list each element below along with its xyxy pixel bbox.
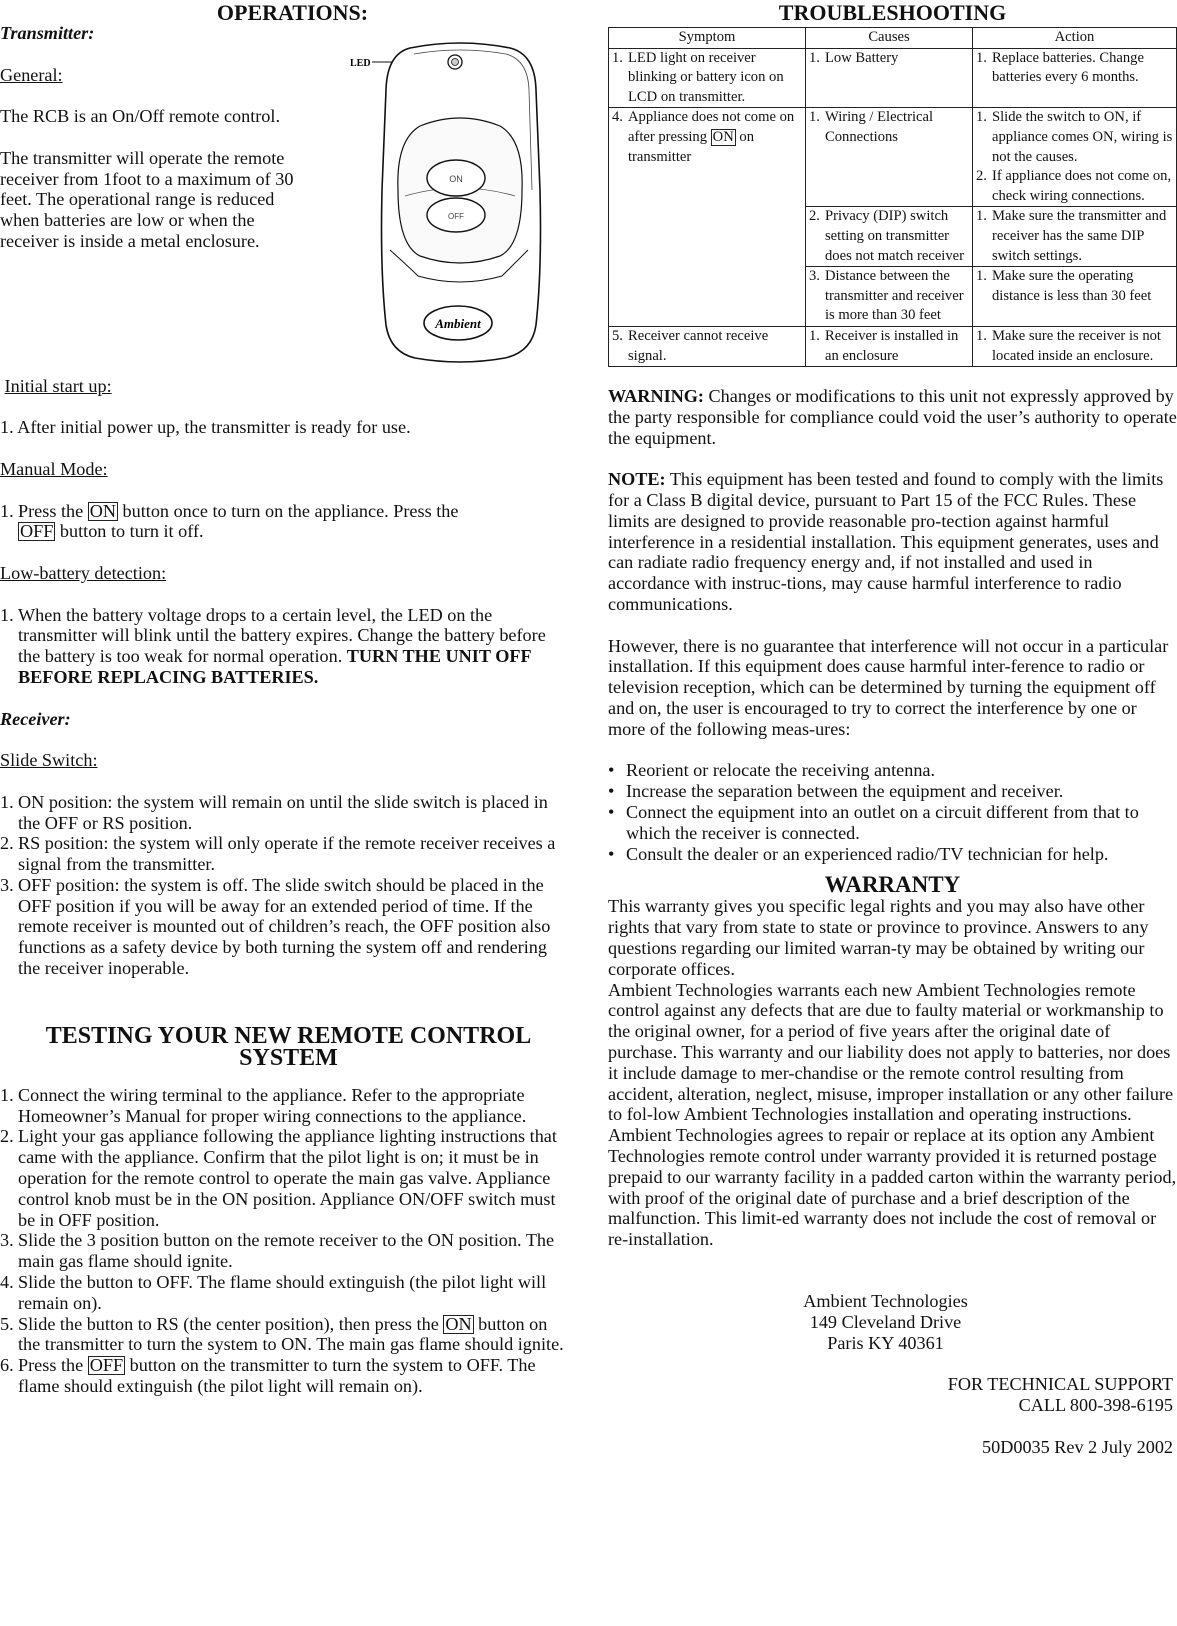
list-item: • Connect the equipment into an outlet on a circuit different from that to which the receiver is connected. [608,802,1177,844]
column-header: Symptom [609,28,806,49]
address-line: Paris KY 40361 [827,1332,944,1353]
list-item: 3. Slide the 3 position button on the remote receiver to the ON position. The main gas flame should ignite. [0,1230,555,1272]
on-button-ref: ON [712,128,734,145]
action-cell: 1. Replace batteries. Change batteries every 6 months. [973,48,1177,108]
warranty-paragraph: Ambient Technologies warrants each new Ambient Technologies remote control against any defects that are due to faulty material or workmanship to the original owner, for a period of five years after the original date of purchase. This warranty and our liability does not apply to batteries, nor does it include damage to mer-chandise or the remote control resulting from accident, alteration, neglect, misuse, improper installation or any other failure to fol-low Ambient Technologies installation and operating instructions. [608,979,1174,1125]
cause-cell: 1. Low Battery [806,48,973,108]
action-cell: 1. Make sure the receiver is not located inside an enclosure. [973,326,1177,366]
range-line: when batteries are low or when the [0,210,255,231]
troubleshooting-title: TROUBLESHOOTING [778,0,1007,25]
manual-mode-list [0,501,565,543]
remote-control-illustration [350,40,570,370]
column-header: Causes [806,28,973,49]
action-cell: 1. Make sure the transmitter and receiver has the same DIP switch settings. [973,207,1177,267]
on-button-ref: ON [89,500,116,521]
action-cell: 1. Slide the switch to ON, if appliance comes ON, wiring is not the causes. 2. If appliance does not come on, check wiring connections. [973,108,1177,207]
warranty-paragraph: Ambient Technologies agrees to repair or replace at its option any Ambient Technologies remote control under warranty provided it is returned postage prepaid to our warranty facility in a padded carton within the warranty period, with proof of the original date of purchase and a brief description of the malfunction. This limit-ed warranty does not include the cost of removal or re-installation. [608,1125,1177,1250]
table-row [609,108,1177,207]
operations-title: OPERATIONS: [216,0,369,25]
cause-cell: 1. Receiver is installed in an enclosure [806,326,973,366]
svg-text:OFF: OFF [448,212,464,221]
remote-icon [350,40,570,370]
support-phone: CALL 800-398-6195 [1018,1394,1173,1415]
on-button-ref: ON [445,1313,472,1334]
table-header-row [609,28,1177,49]
list-item: • Increase the separation between the equipment and receiver. [608,781,1177,802]
cause-cell: 2. Privacy (DIP) switch setting on transmitter does not match receiver [806,207,973,267]
support-line: FOR TECHNICAL SUPPORT [947,1374,1173,1395]
testing-list [0,1085,565,1397]
range-line: receiver from 1foot to a maximum of 30 [0,168,294,189]
troubleshooting-table [608,27,1177,367]
manual-mode-heading: Manual Mode: [0,458,108,479]
symptom-cell: 4. Appliance does not come on after pressing ON on transmitter [609,108,806,327]
list-item: 1. Connect the wiring terminal to the appliance. Refer to the appropriate Homeowner’s Manual for proper wiring connections to the appliance. [0,1084,527,1126]
led-label: LED [350,58,371,69]
list-item: 6. Press the OFF button on the transmitter to turn the system to OFF. The flame should extinguish (the pilot light will remain on). [0,1355,536,1397]
company-address [594,1291,1177,1353]
interference-measures-list [608,760,1177,864]
warranty-title: WARRANTY [824,872,961,898]
address-line: 149 Cleveland Drive [809,1311,962,1332]
fcc-note-paragraph: NOTE: This equipment has been tested and found to comply with the limits for a Class B digital device, pursuant to Part 15 of the FCC Rules. These limits are designed to provide reasonable pro-tection against harmful interference in a residential installation. This equipment generates, uses and can radiate radio frequency energy and, if not installed and used in accordance with instruc-tions, may cause harmful interference to radio communications. [608,469,1164,615]
slide-switch-heading: Slide Switch: [0,750,98,771]
table-row [609,48,1177,108]
general-heading: General: [0,64,63,85]
testing-title: TESTING YOUR NEW REMOTE CONTROL SYSTEM [45,1022,532,1071]
list-item: 1. ON position: the system will remain on until the slide switch is placed in the OFF or RS position. [0,791,548,833]
general-intro: The RCB is an On/Off remote control. [0,106,281,127]
list-item: 3. OFF position: the system is off. The slide switch should be placed in the OFF position if you will be away for an extended period of time. If the remote receiver is mounted out of children’s reach, the OFF position also functions as a safety device by both turning the system off and rendering the receiver inoperable. [0,874,551,979]
cause-cell: 3. Distance between the transmitter and receiver is more than 30 feet [806,267,973,327]
range-line: receiver is inside a metal enclosure. [0,230,260,251]
startup-text: 1. After initial power up, the transmitter is ready for use. [0,417,411,438]
list-item: • Consult the dealer or an experienced radio/TV technician for help. [608,844,1177,865]
technical-support [608,1374,1173,1416]
range-line: feet. The operational range is reduced [0,189,275,210]
battery-warning: TURN THE UNIT OFF BEFORE REPLACING BATTERIES. [18,646,531,687]
list-item: 4. Slide the button to OFF. The flame should extinguish (the pilot light will remain on). [0,1272,547,1313]
transmitter-heading: Transmitter: [0,23,95,43]
off-button-ref: OFF [20,521,54,542]
interference-paragraph: However, there is no guarantee that interference will not occur in a particular installation. If this equipment does cause harmful inter-ference to radio or television reception, which can be determined by turning the equipment off and on, the user is encouraged to try to correct the interference by one or more of the following meas-ures: [608,635,1169,739]
address-line: Ambient Technologies [803,1290,968,1311]
symptom-cell: 5. Receiver cannot receive signal. [609,326,806,366]
column-header: Action [973,28,1177,49]
warranty-paragraph: This warranty gives you specific legal rights and you may also have other rights that vary from state to state or province to province. Answers to any questions regarding our limited warran-ty may be obtained by writing our corporate offices. [608,896,1149,979]
slide-switch-list [0,792,565,979]
list-item: 1. When the battery voltage drops to a certain level, the LED on the transmitter will blink until the battery expires. Change the battery before the battery is too weak for normal operation. TURN THE UNIT OFF BEFORE REPLACING BATTERIES. [0,604,546,687]
table-row [609,326,1177,366]
low-battery-list [0,605,565,688]
troubleshooting-column [608,0,1177,1457]
receiver-heading: Receiver: [0,708,71,729]
action-cell: 1. Make sure the operating distance is less than 30 feet [973,267,1177,327]
list-item: • Reorient or relocate the receiving antenna. [608,760,1177,781]
svg-text:ON: ON [449,174,463,184]
off-button-ref: OFF [89,1355,124,1376]
symptom-cell: 1. LED light on receiver blinking or battery icon on LCD on transmitter. [609,48,806,108]
list-item: 1. Press the ON button once to turn on the appliance. Press the OFF button to turn it off. [0,500,459,542]
warning-paragraph: WARNING: Changes or modifications to this unit not expressly approved by the party responsible for compliance could void the user’s authority to operate the equipment. [608,386,1177,448]
document-revision: 50D0035 Rev 2 July 2002 [982,1436,1173,1457]
low-battery-heading: Low-battery detection: [0,562,167,583]
startup-heading: Initial start up: [4,375,112,396]
range-line: The transmitter will operate the remote [0,147,285,168]
list-item: 2. RS position: the system will only operate if the remote receiver receives a signal from the transmitter. [0,833,556,875]
list-item: 5. Slide the button to RS (the center position), then press the ON button on the transmitter to turn the system to ON. The main gas flame should ignite. [0,1313,564,1355]
list-item: 2. Light your gas appliance following the appliance lighting instructions that came with the appliance. Confirm that the pilot light is on; it must be in operation for the remote control to operate the main gas valve. Appliance control knob must be in the ON position. Appliance ON/OFF switch must be in OFF position. [0,1126,557,1230]
cause-cell: 1. Wiring / Electrical Connections [806,108,973,207]
svg-text:Ambient: Ambient [435,316,481,331]
